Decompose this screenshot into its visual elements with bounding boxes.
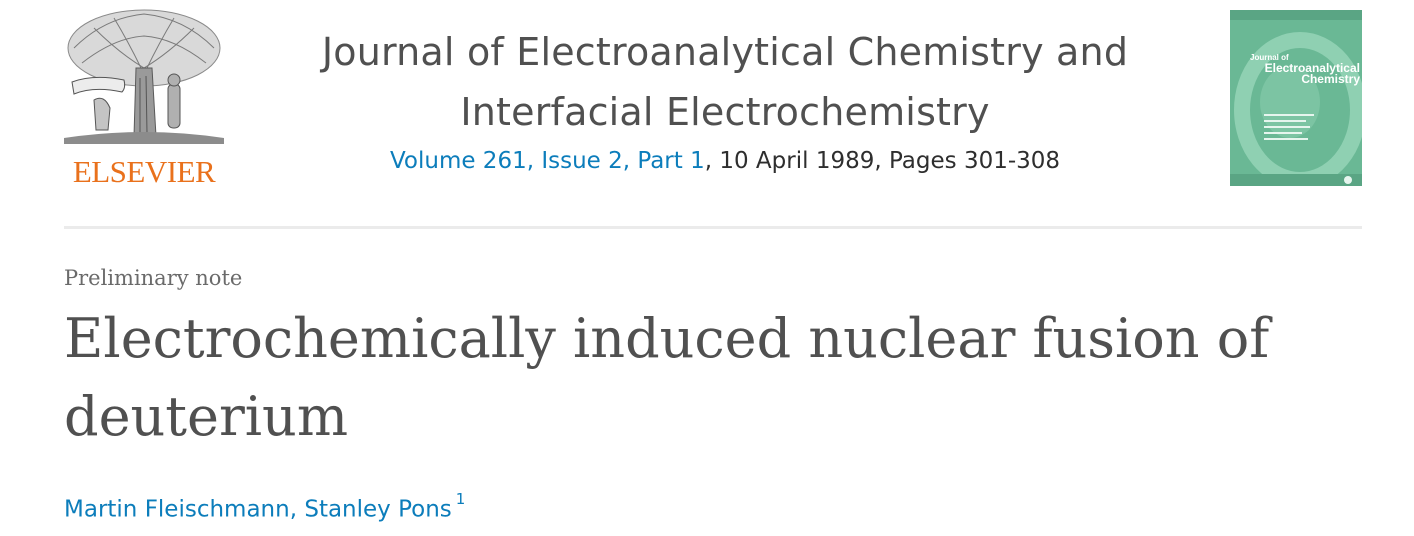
journal-cover-thumbnail[interactable] <box>1230 10 1362 186</box>
journal-title-line-1: Journal of Electroanalytical Chemistry and <box>321 30 1129 74</box>
header-divider <box>64 226 1362 229</box>
article-type: Preliminary note <box>64 266 243 290</box>
issue-info <box>260 148 1190 174</box>
author-separator: , <box>289 496 305 523</box>
journal-title-line-2: Interfacial Electrochemistry <box>460 90 990 134</box>
cover-title-line-2: Chemistry <box>1301 72 1360 86</box>
author-list <box>64 490 466 523</box>
elsevier-tree-icon <box>64 8 224 148</box>
cover-artwork-icon <box>1230 10 1362 186</box>
issue-date-pages: , 10 April 1989, Pages 301-308 <box>704 148 1061 174</box>
article-title: Electrochemically induced nuclear fusion of deuterium <box>64 307 1270 448</box>
journal-title[interactable] <box>260 22 1190 142</box>
author-footnote-marker[interactable]: 1 <box>455 490 466 508</box>
issue-link[interactable]: Volume 261, Issue 2, Part 1 <box>389 148 705 174</box>
journal-header <box>260 22 1190 174</box>
publisher-logo[interactable] <box>64 8 224 190</box>
cover-title-line-1: Electroanalytical <box>1264 61 1360 75</box>
cover-title-small: Journal of <box>1250 53 1289 62</box>
author-link-1[interactable]: Martin Fleischmann <box>64 496 290 523</box>
author-link-2[interactable]: Stanley Pons <box>304 496 452 523</box>
cover-title <box>1248 52 1360 85</box>
publisher-name: ELSEVIER <box>72 154 216 189</box>
